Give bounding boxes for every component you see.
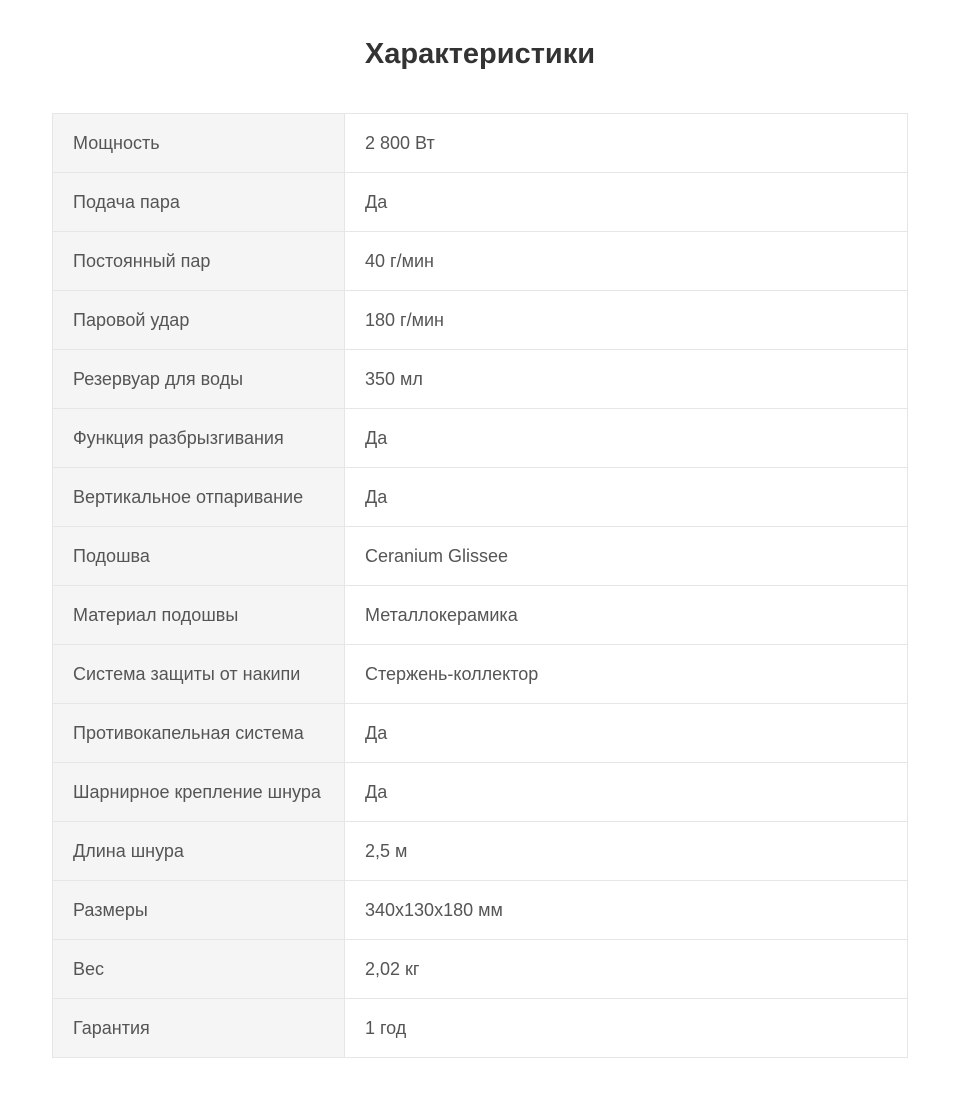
spec-label: Шарнирное крепление шнура [53,763,345,822]
specs-table [52,113,908,1058]
spec-label: Длина шнура [53,822,345,881]
spec-value: Ceranium Glissee [345,527,908,586]
spec-value: 180 г/мин [345,291,908,350]
spec-value: Да [345,409,908,468]
table-row [53,527,908,586]
spec-label: Вес [53,940,345,999]
spec-value: 1 год [345,999,908,1058]
spec-label: Материал подошвы [53,586,345,645]
spec-value: Да [345,173,908,232]
spec-label: Подача пара [53,173,345,232]
spec-value: 40 г/мин [345,232,908,291]
spec-value: Да [345,763,908,822]
page-title: Характеристики [364,38,596,70]
table-row [53,114,908,173]
table-row [53,940,908,999]
spec-value: 350 мл [345,350,908,409]
spec-value: Металлокерамика [345,586,908,645]
spec-label: Размеры [53,881,345,940]
spec-value: 2,02 кг [345,940,908,999]
table-row [53,291,908,350]
table-row [53,645,908,704]
table-row [53,232,908,291]
spec-value: Да [345,704,908,763]
table-row [53,881,908,940]
table-row [53,468,908,527]
spec-label: Гарантия [53,999,345,1058]
spec-value: Да [345,468,908,527]
spec-label: Подошва [53,527,345,586]
spec-label: Функция разбрызгивания [53,409,345,468]
table-row [53,409,908,468]
table-row [53,822,908,881]
spec-label: Система защиты от накипи [53,645,345,704]
spec-label: Противокапельная система [53,704,345,763]
spec-label: Паровой удар [53,291,345,350]
spec-value: Стержень-коллектор [345,645,908,704]
table-row [53,173,908,232]
spec-label: Мощность [53,114,345,173]
spec-label: Постоянный пар [53,232,345,291]
table-row [53,350,908,409]
table-row [53,763,908,822]
spec-value: 340x130x180 мм [345,881,908,940]
spec-label: Вертикальное отпаривание [53,468,345,527]
table-row [53,704,908,763]
spec-value: 2,5 м [345,822,908,881]
table-row [53,586,908,645]
spec-label: Резервуар для воды [53,350,345,409]
spec-value: 2 800 Вт [345,114,908,173]
table-row [53,999,908,1058]
specs-table-body [53,114,908,1058]
